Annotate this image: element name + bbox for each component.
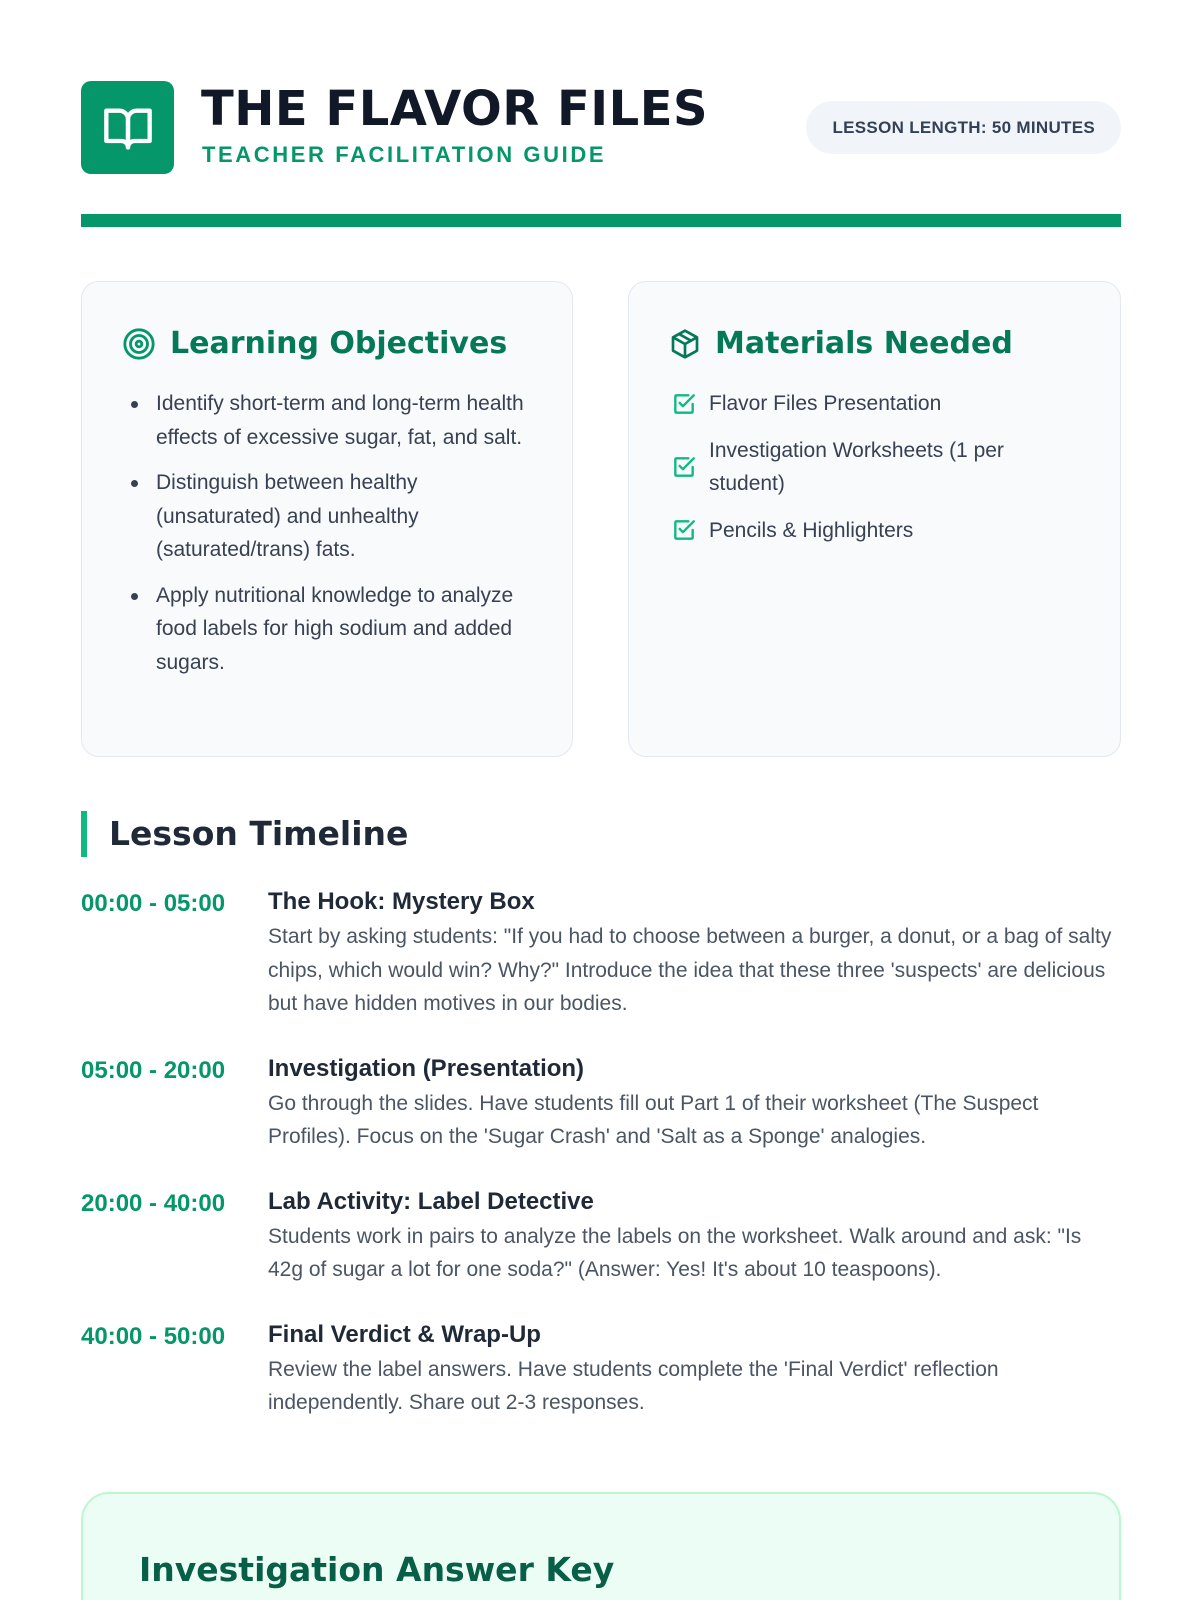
timeline-description: Start by asking students: "If you had to choose between a burger, a donut, or a bag of salty chips, which would win? Why?" Introduce the idea that these three 'suspects' are delicious but have hidden motives in our bodies. [268, 925, 1112, 1015]
answer-key-heading: Investigation Answer Key [139, 1550, 615, 1589]
logo [81, 81, 174, 174]
materials-needed-card [628, 281, 1121, 757]
open-book-icon [102, 102, 154, 154]
timeline-row [81, 1184, 1121, 1287]
lesson-timeline-heading: Lesson Timeline [81, 811, 408, 857]
card-header [669, 326, 1013, 361]
timeline-time: 40:00 - 50:00 [81, 1322, 226, 1350]
timeline-row [81, 884, 1121, 1021]
list-item [671, 434, 1071, 501]
lesson-length-badge: LESSON LENGTH: 50 MINUTES [806, 101, 1121, 154]
materials-list [671, 387, 1071, 560]
learning-objectives-card [81, 281, 573, 757]
header-divider [81, 214, 1121, 227]
timeline-description: Go through the slides. Have students fill out Part 1 of their worksheet (The Suspect Profiles). Focus on the 'Sugar Crash' and 'Salt as a Sponge' analogies. [268, 1091, 1039, 1148]
checkbox-checked-icon [671, 454, 697, 480]
list-item [671, 514, 1071, 548]
timeline-body [268, 884, 1121, 1021]
material-label: Flavor Files Presentation [709, 392, 942, 415]
card-header [122, 326, 507, 361]
timeline-title: Lab Activity: Label Detective [268, 1187, 594, 1215]
lesson-timeline [81, 884, 1121, 1450]
timeline-description: Students work in pairs to analyze the labels on the worksheet. Walk around and ask: "Is 42g of sugar a lot for one soda?" (Answer: Yes! It's about 10 teaspoons). [268, 1224, 1082, 1281]
page-header [81, 81, 1121, 175]
package-icon [669, 328, 701, 360]
objectives-list [124, 387, 544, 691]
list-item: Distinguish between healthy (unsaturated) and unhealthy (saturated/trans) fats. [124, 466, 544, 567]
timeline-title: Final Verdict & Wrap-Up [268, 1320, 541, 1348]
answer-key-panel [81, 1492, 1121, 1600]
timeline-time: 05:00 - 20:00 [81, 1056, 226, 1084]
material-label: Pencils & Highlighters [709, 518, 914, 542]
target-icon [122, 327, 156, 361]
timeline-title: Investigation (Presentation) [268, 1054, 585, 1082]
list-item: Apply nutritional knowledge to analyze food labels for high sodium and added sugars. [124, 579, 544, 680]
card-heading: Materials Needed [715, 326, 1013, 361]
timeline-body [268, 1184, 1121, 1287]
timeline-body [268, 1051, 1121, 1154]
timeline-row [81, 1051, 1121, 1154]
card-heading: Learning Objectives [170, 326, 508, 361]
list-item [671, 387, 1071, 421]
timeline-title: The Hook: Mystery Box [268, 888, 535, 915]
list-item: Identify short-term and long-term health effects of excessive sugar, fat, and salt. [124, 387, 544, 454]
checkbox-checked-icon [671, 517, 697, 543]
checkbox-checked-icon [671, 391, 697, 417]
timeline-time: 00:00 - 05:00 [81, 890, 226, 917]
timeline-time: 20:00 - 40:00 [81, 1189, 226, 1217]
page-subtitle: TEACHER FACILITATION GUIDE [202, 142, 607, 167]
timeline-body [268, 1317, 1121, 1420]
timeline-description: Review the label answers. Have students complete the 'Final Verdict' reflection independently. Share out 2-3 responses. [268, 1357, 999, 1414]
page-title: THE FLAVOR FILES [201, 81, 709, 137]
material-label: Investigation Worksheets (1 per student) [709, 438, 1004, 495]
timeline-row [81, 1317, 1121, 1420]
